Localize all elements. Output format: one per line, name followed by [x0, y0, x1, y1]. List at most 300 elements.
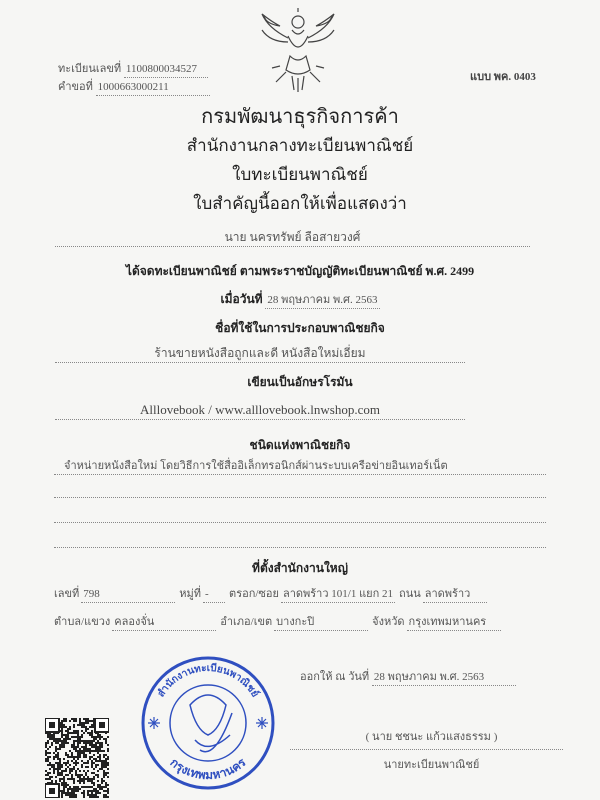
qr-module: [97, 748, 99, 750]
qr-module: [105, 740, 107, 742]
qr-module: [65, 734, 67, 736]
qr-module: [55, 740, 57, 742]
qr-module: [61, 766, 63, 768]
qr-module: [101, 736, 103, 738]
qr-module: [57, 758, 59, 760]
qr-module: [63, 726, 65, 728]
qr-module: [77, 750, 79, 752]
qr-module: [105, 782, 107, 784]
qr-module: [67, 792, 69, 794]
qr-module: [85, 750, 87, 752]
qr-module: [77, 736, 79, 738]
subdistrict: คลองจั่น: [112, 615, 216, 631]
qr-module: [105, 766, 107, 768]
qr-module: [57, 742, 59, 744]
qr-module: [49, 756, 51, 758]
qr-module: [53, 738, 55, 740]
qr-module: [75, 730, 77, 732]
qr-module: [75, 774, 77, 776]
qr-module: [101, 782, 103, 784]
qr-module: [77, 742, 79, 744]
qr-module: [91, 762, 93, 764]
qr-module: [71, 796, 73, 798]
qr-module: [57, 756, 59, 758]
qr-module: [107, 792, 109, 794]
qr-module: [107, 736, 109, 738]
qr-module: [47, 756, 49, 758]
qr-module: [93, 784, 95, 786]
roman-name-line: [55, 401, 465, 420]
house-number-label: เลขที่: [54, 588, 80, 600]
qr-module: [91, 736, 93, 738]
qr-module: [103, 796, 105, 798]
qr-module: [107, 762, 109, 764]
soi-label: ตรอก/ซอย: [229, 588, 279, 600]
qr-module: [89, 778, 91, 780]
qr-module: [75, 796, 77, 798]
qr-module: [107, 756, 109, 758]
qr-module: [97, 764, 99, 766]
garuda-emblem-icon: [258, 8, 338, 92]
qr-module: [77, 774, 79, 776]
qr-module: [75, 756, 77, 758]
qr-module: [75, 788, 77, 790]
province: กรุงเทพมหานคร: [407, 615, 501, 631]
qr-module: [69, 756, 71, 758]
qr-module: [79, 788, 81, 790]
qr-module: [77, 776, 79, 778]
qr-module: [75, 720, 77, 722]
qr-module: [91, 746, 93, 748]
qr-module: [49, 734, 51, 736]
qr-module: [103, 776, 105, 778]
qr-module: [79, 724, 81, 726]
qr-module: [65, 718, 67, 720]
qr-module: [87, 778, 89, 780]
qr-module: [91, 780, 93, 782]
qr-module: [89, 734, 91, 736]
qr-module: [97, 740, 99, 742]
qr-module: [71, 760, 73, 762]
qr-module: [83, 746, 85, 748]
qr-module: [95, 736, 97, 738]
qr-module: [63, 718, 65, 720]
qr-module: [103, 750, 105, 752]
qr-module: [71, 788, 73, 790]
qr-module: [83, 780, 85, 782]
qr-module: [91, 732, 93, 734]
qr-module: [73, 732, 75, 734]
qr-module: [73, 742, 75, 744]
qr-module: [75, 718, 77, 720]
qr-module: [79, 738, 81, 740]
qr-module: [91, 796, 93, 798]
qr-module: [91, 744, 93, 746]
qr-module: [87, 794, 89, 796]
qr-module: [81, 724, 83, 726]
qr-module: [101, 760, 103, 762]
qr-module: [59, 780, 61, 782]
qr-module: [57, 768, 59, 770]
qr-module: [45, 754, 47, 756]
qr-module: [93, 746, 95, 748]
qr-module: [47, 774, 49, 776]
qr-module: [99, 784, 101, 786]
qr-module: [91, 760, 93, 762]
qr-module: [75, 750, 77, 752]
qr-module: [103, 794, 105, 796]
qr-module: [93, 768, 95, 770]
qr-module: [83, 732, 85, 734]
qr-module: [81, 752, 83, 754]
qr-module: [71, 770, 73, 772]
qr-module: [107, 768, 109, 770]
qr-module: [73, 768, 75, 770]
qr-module: [57, 772, 59, 774]
qr-module: [69, 726, 71, 728]
qr-module: [51, 776, 53, 778]
qr-module: [85, 718, 87, 720]
qr-module: [47, 764, 49, 766]
qr-module: [91, 792, 93, 794]
qr-module: [93, 796, 95, 798]
qr-module: [99, 750, 101, 752]
qr-module: [107, 764, 109, 766]
issued-date: 28 พฤษภาคม พ.ศ. 2563: [372, 670, 516, 686]
qr-module: [99, 734, 101, 736]
qr-module: [83, 786, 85, 788]
qr-module: [97, 760, 99, 762]
qr-module: [63, 790, 65, 792]
qr-module: [59, 746, 61, 748]
qr-module: [79, 736, 81, 738]
qr-module: [79, 780, 81, 782]
qr-module: [77, 788, 79, 790]
qr-module: [105, 784, 107, 786]
date-value: 28 พฤษภาคม พ.ศ. 2563: [265, 293, 379, 309]
qr-module: [83, 770, 85, 772]
statement-title: ใบสำคัญนี้ออกให้เพื่อแสดงว่า: [193, 194, 407, 213]
qr-module: [67, 736, 69, 738]
qr-module: [63, 792, 65, 794]
blank-line: [54, 535, 546, 548]
soi: ลาดพร้าว 101/1 แยก 21: [281, 587, 395, 603]
qr-module: [97, 780, 99, 782]
qr-module: [99, 768, 101, 770]
qr-module: [63, 778, 65, 780]
qr-module: [95, 744, 97, 746]
qr-module: [61, 794, 63, 796]
qr-module: [55, 746, 57, 748]
qr-module: [55, 768, 57, 770]
qr-module: [81, 722, 83, 724]
qr-module: [91, 786, 93, 788]
qr-module: [59, 768, 61, 770]
qr-module: [105, 760, 107, 762]
qr-module: [63, 786, 65, 788]
qr-module: [85, 774, 87, 776]
qr-module: [101, 742, 103, 744]
qr-module: [99, 758, 101, 760]
qr-module: [95, 794, 97, 796]
qr-module: [63, 720, 65, 722]
qr-module: [95, 788, 97, 790]
qr-module: [79, 754, 81, 756]
qr-module: [83, 776, 85, 778]
qr-module: [85, 730, 87, 732]
qr-module: [99, 754, 101, 756]
qr-module: [49, 746, 51, 748]
qr-module: [101, 786, 103, 788]
qr-module: [97, 784, 99, 786]
qr-module: [99, 792, 101, 794]
official-stamp: [140, 655, 276, 791]
qr-module: [69, 772, 71, 774]
qr-module: [103, 754, 105, 756]
qr-module: [73, 724, 75, 726]
qr-module: [73, 786, 75, 788]
qr-module: [91, 740, 93, 742]
qr-module: [51, 742, 53, 744]
qr-module: [105, 742, 107, 744]
qr-module: [83, 762, 85, 764]
qr-module: [87, 760, 89, 762]
qr-module: [69, 778, 71, 780]
qr-module: [51, 736, 53, 738]
qr-module: [69, 764, 71, 766]
qr-module: [61, 742, 63, 744]
office-title: สำนักงานกลางทะเบียนพาณิชย์: [186, 136, 414, 155]
qr-module: [105, 758, 107, 760]
qr-module: [61, 782, 63, 784]
qr-module: [71, 778, 73, 780]
qr-module: [57, 766, 59, 768]
qr-module: [61, 726, 63, 728]
business-name-label: ชื่อที่ใช้ในการประกอบพาณิชยกิจ: [215, 321, 385, 335]
qr-module: [51, 766, 53, 768]
qr-module: [75, 736, 77, 738]
qr-module: [81, 730, 83, 732]
stamp-star-icon: [148, 717, 160, 729]
qr-module: [93, 790, 95, 792]
qr-module: [83, 790, 85, 792]
registration-number-field: [58, 62, 208, 78]
qr-module: [95, 760, 97, 762]
qr-module: [77, 756, 79, 758]
certificate-body: [0, 104, 600, 631]
qr-module: [101, 744, 103, 746]
qr-module: [73, 794, 75, 796]
qr-module: [53, 768, 55, 770]
qr-module: [73, 718, 75, 720]
qr-module: [79, 776, 81, 778]
qr-module: [107, 748, 109, 750]
qr-module: [91, 730, 93, 732]
qr-module: [87, 722, 89, 724]
qr-module: [65, 738, 67, 740]
qr-module: [107, 784, 109, 786]
qr-module: [103, 774, 105, 776]
qr-module: [65, 720, 67, 722]
qr-module: [95, 748, 97, 750]
qr-module: [49, 776, 51, 778]
blank-line: [54, 485, 546, 498]
qr-module: [45, 774, 47, 776]
qr-module: [45, 778, 47, 780]
qr-module: [83, 750, 85, 752]
qr-module: [73, 744, 75, 746]
qr-module: [101, 746, 103, 748]
qr-module: [73, 740, 75, 742]
qr-module: [81, 764, 83, 766]
qr-module: [75, 770, 77, 772]
qr-module: [67, 738, 69, 740]
qr-module: [77, 754, 79, 756]
qr-module: [87, 780, 89, 782]
qr-module: [97, 792, 99, 794]
qr-module: [91, 782, 93, 784]
qr-module: [103, 790, 105, 792]
qr-module: [75, 786, 77, 788]
qr-module: [61, 796, 63, 798]
qr-module: [63, 740, 65, 742]
qr-module: [69, 792, 71, 794]
qr-module: [71, 732, 73, 734]
qr-module: [93, 736, 95, 738]
qr-module: [73, 720, 75, 722]
qr-module: [69, 738, 71, 740]
qr-module: [63, 758, 65, 760]
qr-module: [97, 770, 99, 772]
qr-module: [57, 752, 59, 754]
qr-module: [53, 770, 55, 772]
qr-module: [81, 736, 83, 738]
qr-module: [55, 756, 57, 758]
qr-module: [99, 736, 101, 738]
qr-module: [83, 722, 85, 724]
qr-module: [105, 738, 107, 740]
district: บางกะปิ: [274, 615, 368, 631]
qr-module: [97, 796, 99, 798]
qr-module: [47, 736, 49, 738]
qr-module: [99, 744, 101, 746]
qr-module: [73, 756, 75, 758]
qr-module: [87, 792, 89, 794]
qr-module: [77, 730, 79, 732]
qr-module: [97, 756, 99, 758]
qr-module: [69, 788, 71, 790]
qr-module: [79, 778, 81, 780]
qr-module: [53, 736, 55, 738]
signatory-title: นายทะเบียนพาณิชย์: [383, 759, 480, 771]
qr-module: [77, 738, 79, 740]
qr-module: [51, 764, 53, 766]
qr-module: [89, 748, 91, 750]
qr-module: [87, 766, 89, 768]
qr-module: [67, 774, 69, 776]
business-name: ร้านขายหนังสือถูกและดี หนังสือใหม่เอี่ยม: [154, 346, 366, 360]
qr-module: [59, 774, 61, 776]
qr-module: [67, 734, 69, 736]
qr-module: [61, 772, 63, 774]
qr-module: [103, 780, 105, 782]
qr-module: [57, 770, 59, 772]
qr-module: [101, 778, 103, 780]
qr-module: [59, 766, 61, 768]
qr-module: [77, 746, 79, 748]
qr-module: [97, 746, 99, 748]
qr-module: [61, 770, 63, 772]
qr-module: [89, 786, 91, 788]
qr-module: [89, 726, 91, 728]
qr-module: [107, 750, 109, 752]
qr-module: [55, 776, 57, 778]
qr-module: [77, 762, 79, 764]
qr-module: [67, 784, 69, 786]
qr-module: [87, 770, 89, 772]
address-row-2: [54, 615, 546, 631]
qr-module: [47, 778, 49, 780]
qr-module: [85, 720, 87, 722]
qr-module: [73, 792, 75, 794]
qr-module: [55, 738, 57, 740]
qr-module: [67, 756, 69, 758]
qr-module: [73, 758, 75, 760]
qr-module: [87, 762, 89, 764]
qr-module: [49, 772, 51, 774]
request-number-value: 1000663000211: [96, 80, 210, 96]
qr-module: [55, 754, 57, 756]
qr-module: [63, 738, 65, 740]
qr-module: [105, 772, 107, 774]
qr-module: [59, 748, 61, 750]
qr-module: [89, 742, 91, 744]
qr-module: [83, 724, 85, 726]
signature-line: [290, 748, 563, 750]
qr-module: [45, 746, 47, 748]
qr-module: [65, 752, 67, 754]
qr-module: [89, 744, 91, 746]
qr-module: [71, 768, 73, 770]
qr-module: [107, 772, 109, 774]
qr-module: [75, 746, 77, 748]
address-row-1: [54, 587, 546, 603]
qr-module: [99, 760, 101, 762]
qr-module: [101, 768, 103, 770]
qr-module: [99, 788, 101, 790]
qr-module: [89, 732, 91, 734]
qr-module: [83, 726, 85, 728]
qr-module: [75, 748, 77, 750]
qr-module: [95, 790, 97, 792]
qr-module: [99, 738, 101, 740]
qr-module: [91, 726, 93, 728]
roman-name-label: เขียนเป็นอักษรโรมัน: [247, 375, 353, 389]
qr-module: [81, 760, 83, 762]
qr-module: [57, 738, 59, 740]
qr-module: [71, 752, 73, 754]
qr-module: [83, 754, 85, 756]
qr-module: [73, 736, 75, 738]
qr-module: [97, 774, 99, 776]
qr-module: [45, 744, 47, 746]
qr-module: [79, 720, 81, 722]
qr-module: [95, 764, 97, 766]
qr-module: [95, 774, 97, 776]
registration-number-value: 1100800034527: [124, 62, 208, 78]
qr-module: [67, 730, 69, 732]
qr-module: [87, 750, 89, 752]
